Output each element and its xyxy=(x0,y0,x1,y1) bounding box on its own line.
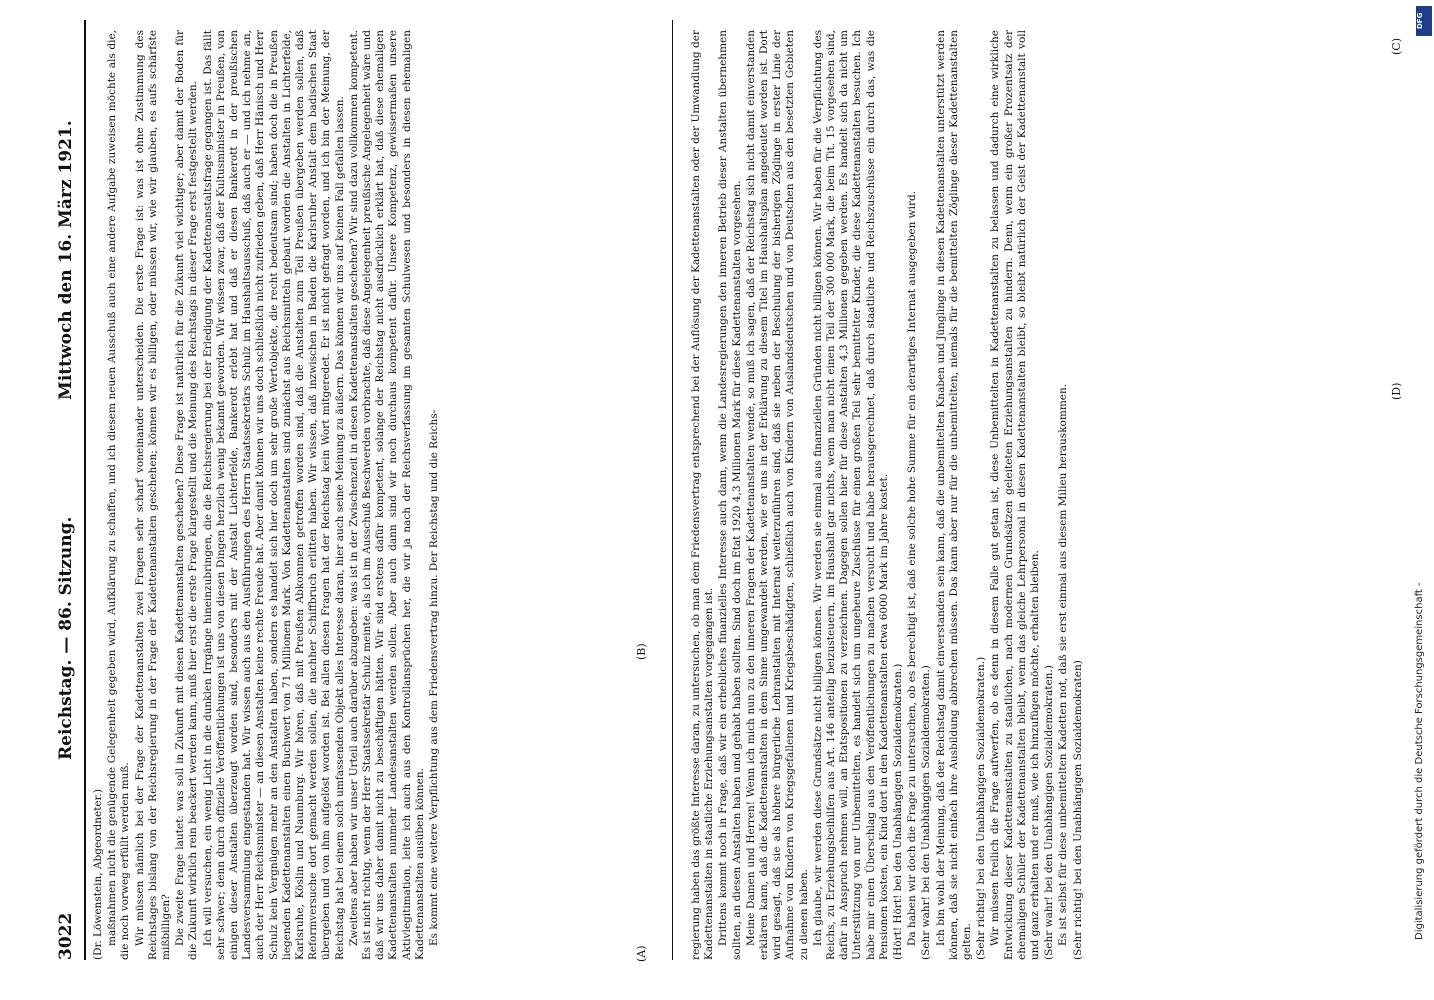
interjection: (Hört! Hört! bei den Unabhängigen Sozialdemokraten.) xyxy=(892,663,905,960)
speaker-label: (Dr. Löwenstein, Abgeordneter.) xyxy=(92,789,104,960)
interjection: (Sehr richtig! bei den Unabhängigen Sozialdemokraten.) xyxy=(975,656,988,960)
column-right xyxy=(690,30,1270,960)
rotated-page-content xyxy=(50,20,1410,960)
margin-marker-c: (C) xyxy=(1390,38,1403,55)
interjection: (Sehr wahr! bei den Unabhängigen Sozialdemokraten.) xyxy=(1043,665,1056,960)
paragraph: Es kommt eine weitere Verpflichtung aus dem Friedensvertrag hinzu. Der Reichstag und die Reichs- xyxy=(428,409,441,946)
margin-marker-b: (B) xyxy=(635,643,648,660)
paragraph: Es ist selbst für diese unbemittelten Kadetten not, daß sie erst einmal aus diesem Milieu herauskommen. xyxy=(1057,383,1070,946)
paragraph: Drittens kommt noch in Frage, daß wir ein erhebliches finanzielles Interesse auch dann, wenn die Landesregierungen den inneren Betrieb dieser Anstalten übernehmen sollten, an diesen Anstalten haben und gehabt haben sollten. Sind doch im Etat 1920 4,3 Millionen Mark für diese Kadettenanstalten vorgesehen. xyxy=(717,30,743,960)
page-header xyxy=(50,20,86,960)
digitization-note: Digitalisierung gefördert durch die Deutsche Forschungsgemeinschaft - xyxy=(1414,582,1425,940)
column-divider xyxy=(672,20,673,960)
header-left-title: Reichstag. — 86. Sitzung. xyxy=(56,516,76,760)
paragraph: Meine Damen und Herren! Wenn ich mich nun zu den inneren Fragen der Kadettenanstalten wende, so muß ich sagen, daß der Reichstag sich nicht damit einverstanden erklären kann, daß die Kadettenanstalten in dem Sinne umgewandelt werden, wie er uns in der Erklärung zu diesem Titel im Haushaltsplan angedeutet worden ist. Dort wird gesagt, daß sie als höhere bürgerliche Lehranstalten mit Internat weiterzuführen sind, daß sie neben der Beschulung der bisherigen Zöglinge in erster Linie der Aufnahme von Kindern von Kriegsgefallenen und Kriegsbeschädigten, schließlich auch von Kindern von Auslandsdeutschen und von Deutschen aus den besetzten Gebieten zu dienen haben. xyxy=(744,30,810,960)
paragraph: Wir müssen nämlich bei der Frage der Kadettenanstalten zwei Fragen sehr scharf voneinander unterscheiden. Die erste Frage ist: was ist ohne Zustimmung des Reichstages bislang von der Reichsregierung in der Frage der Kadettenanstalten geschehen; können wir es billigen, oder müssen wir, wie wir glauben, es aufs schärfste mißbilligen? xyxy=(133,30,173,960)
paragraph: regierung haben das größte Interesse daran, zu untersuchen, ob man dem Friedensvertrag entsprechend bei der Auflösung der Kadettenanstalten oder der Umwandlung der Kadettenanstalten in staatliche Erziehungsanstalten vorgegangen ist. xyxy=(690,30,716,960)
margin-marker-d: (D) xyxy=(1390,382,1403,400)
dfg-logo: DFG xyxy=(1416,6,1432,36)
interjection: (Sehr wahr! bei den Unabhängigen Sozialdemokraten.) xyxy=(920,665,933,960)
margin-marker-a: (A) xyxy=(635,945,648,962)
paragraph: Die zweite Frage lautet: was soll in Zukunft mit diesen Kadettenanstalten geschehen? Diese Frage ist natürlich für die Zukunft viel wichtiger; aber damit der Boden für die Zukunft wirklich rein beackert werden kann, muß hier erst die erste Frage klargestellt und die Meinung des Reichstags in dieser Frage erst festgestellt werden. xyxy=(174,30,200,960)
paragraph: Wir müssen freilich die Frage aufwerfen, ob es denn in diesem Falle gut getan ist, diese Unbemittelten in Kadettenanstalten zu belassen und dadurch eine wirkliche Entwicklung dieser Kadettenanstalten zu staatlichen, nach modernen Grundsätzen geleiteten Erziehungsanstalten zu hindern. Denn, wenn ein großer Prozentsatz der ehemaligen Schüler der Kadettenanstalten bleibt, wenn das gleiche Lehrpersonal in diesen Kadettenanstalten bleibt, so bleibt natürlich der Geist der Kadettenanstalt voll und ganz erhalten und er muß, wie ich hinzufügen möchte, erhalten bleiben. xyxy=(989,30,1042,960)
paragraph: maßnahmen nicht die genügende Gelegenheit gegeben wird, Aufklärung zu schaffen, und ich diesem neuen Ausschuß auch eine andere Aufgabe zuweisen möchte als die, die noch vorweg erfüllt werden muß. xyxy=(106,30,132,960)
page-number: 3022 xyxy=(56,912,76,960)
paragraph: Ich will versuchen, ein wenig Licht in die dunklen Irrgänge hineinzubringen, die die Reichsregierung bei der Erledigung der Kadettenanstaltsfrage gegangen ist. Das fällt sehr schwer; denn durch offizielle Veröffentlichungen ist uns von diesen Dingen herzlich wenig bekannt geworden. Wir wissen zwar, daß der Kultusminister in Preußen, von einigen dieser Anstalten überzeugt worden sind, besonders mit der Anstalt Lichterfelde, Bankerott erlebt hat und daß er diesen Bankerott in der preußischen Landesversammlung eingestanden hat. Wir wissen auch aus den Ausführungen des Herrn Staatssekretärs Schulz im Haushaltsausschuß, daß auch er — und ich nehme an, auch der Herr Reichsminister — an diesen Anstalten keine rechte Freude hat. Aber damit können wir uns doch schließlich nicht zufrieden geben, daß Herr Hänisch und Herr Schulz kein Vergnügen mehr an den Anstalten haben, sondern es handelt sich hier doch um sehr große Wertobjekte, die recht bedeutsam sind; haben doch die in Preußen liegenden Kadettenanstalten einen Buchwert von 71 Millionen Mark. Von Kadettenanstalten sind zunächst aus Reichsmitteln gebaut worden die Anstalten in Lichterfelde, Karlsruhe, Köslin und Naumburg. Wir hören, daß mit Preußen Abkommen getroffen worden sind, daß die Anstalten zum Teil Preußen übergeben werden sollen, daß Reformversuche dort gemacht werden sollen, die nachher Schiffbruch erlitten haben. Wir wissen, daß inzwischen in Baden die Karlsruher Anstalt dem badischen Staat übergeben und von ihm aufgelöst worden ist. Bei allen diesen Fragen hat der Reichstag kein Wort mitgeredet. Er ist nicht gefragt worden, und ich bin der Meinung, der Reichstag hat bei einem solch umfassenden Objekt alles Interesse daran, hier auch seine Meinung zu äußern. Das können wir uns auf keinen Fall gefallen lassen. xyxy=(201,30,346,960)
paragraph: Ich glaube, wir werden diese Grundsätze nicht billigen können. Wir werden sie einmal aus finanziellen Gründen nicht billigen können. Wir haben für die Verpflichtung des Reichs, zu Erziehungsbeihilfen aus Art. 146 anteilig beizusteuern, im Haushalt gar nichts, wenn man nicht einen Teil der 300 000 Mark, die beim Tit. 15 vorgesehen sind, dafür in Anspruch nehmen will, an Etatspositionen zu verzeichnen. Dagegen sollen hier für diese Anstalten 4,3 Millionen gegeben werden. Es handelt sich da nicht um Unterstützung von nur Unbemittelten, es handelt sich um ungeheure Zuschüsse für einen großen Teil sehr bemittelter Kinder, die diese Kadettenanstalten besuchen. Ich habe mir einen Überschlag aus den Veröffentlichungen zu machen versucht und habe herausgerechnet, daß durch staatliche und Reichszuschüsse ein durch das, was die Pensionen kosten, ein Kind dort in den Kadettenanstalten etwa 6000 Mark im Jahre kostet. xyxy=(811,30,890,960)
paragraph: Zweitens aber haben wir unser Urteil auch darüber abzugeben: was ist in der Zwischenzeit in diesen Kadettenanstalten geschehen? Wir sind dazu vollkommen kompetent. Es ist nicht richtig, wenn der Herr Staatssekretär Schulz meinte, als ich im Ausschuß Beschwerden vorbrachte, daß diese Angelegenheit preußische Angelegenheit wäre und daß wir uns daher damit nicht zu beschäftigen hätten. Wir sind erstens dafür kompetent, solange der Reichstag nicht ausdrücklich erklärt hat, daß diese ehemaligen Kadettenanstalten nunmehr Landesanstalten werden sollen. Aber auch dann sind wir noch durchaus kompetent dafür. Unsere Kompetenz, gewissermaßen unsere Aktivlegitimation, leite ich auch aus den Kontrollansprüchen her, die wir ja nach der Reichsverfassung im gesamten Schulwesen und besonders in diesen ehemaligen Kadettenanstalten ausüben können. xyxy=(347,30,426,960)
interjection: (Sehr richtig! bei den Unabhängigen Sozialdemokraten) xyxy=(1071,660,1084,960)
column-left xyxy=(92,30,652,960)
digitization-sidebar xyxy=(1412,0,1434,1000)
paragraph: Ich bin wohl der Meinung, daß der Reichstag damit einverstanden sein kann, daß die unbemittelten Knaben und Jünglinge in diesen Kadettenanstalten unterstützt werden können, daß sie nicht einfach ihre Ausbildung abbrechen müssen. Das kann aber nur für die unbemittelten, niemals für die bemittelten Zöglinge dieser Kadettenanstalten gelten. xyxy=(934,30,974,960)
paragraph: Da haben wir doch die Frage zu untersuchen, ob es berechtigt ist, daß eine solche hohe Summe für ein derartiges Internat ausgegeben wird. xyxy=(906,190,919,946)
header-right-title: Mittwoch den 16. März 1921. xyxy=(56,120,76,400)
